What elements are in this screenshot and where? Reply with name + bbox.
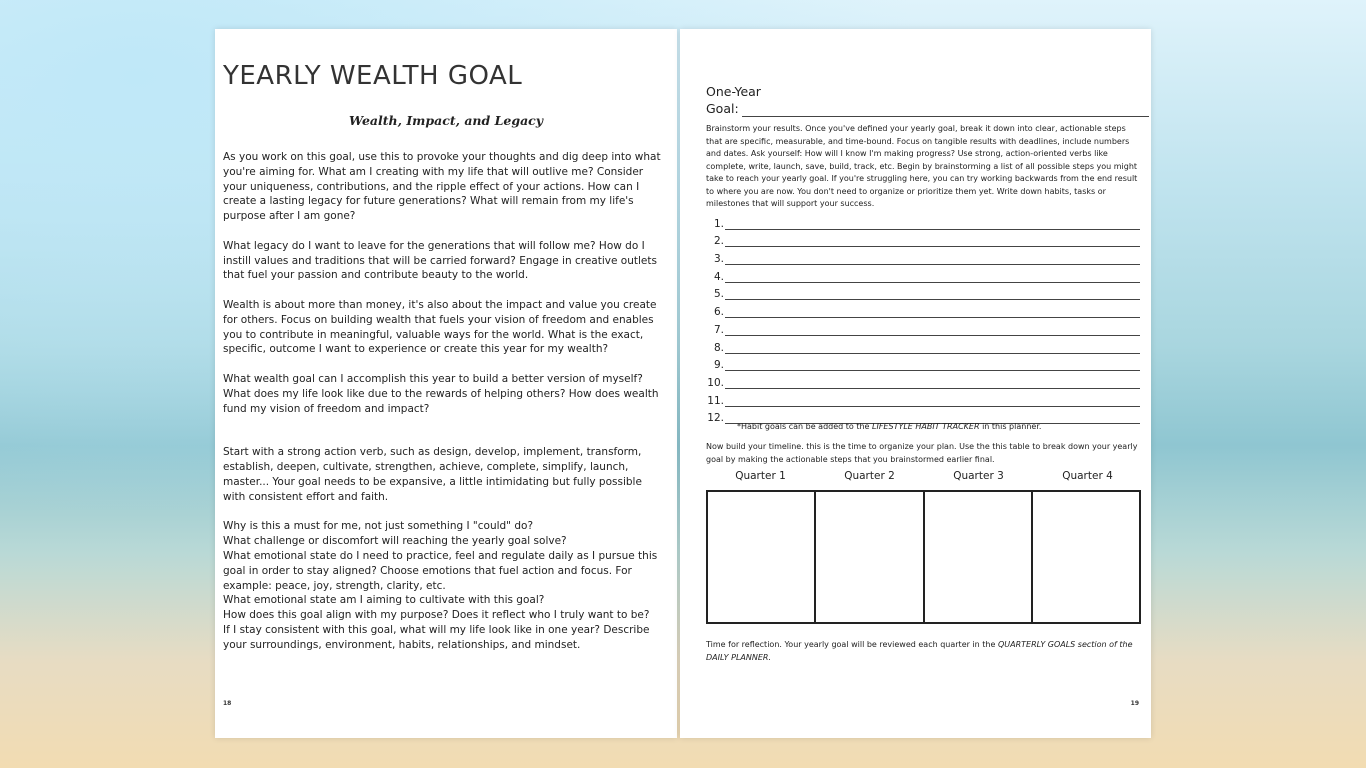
step-line[interactable] — [725, 341, 1140, 354]
goal-heading — [706, 83, 1149, 117]
step-number: 12. — [707, 412, 724, 425]
step-line[interactable] — [725, 234, 1140, 247]
step-number: 11. — [707, 394, 724, 407]
goal-input-line[interactable] — [742, 103, 1149, 117]
step-number: 7. — [713, 323, 724, 336]
quarter-header: Quarter 1 — [735, 470, 786, 482]
quarter-cell[interactable] — [1033, 492, 1139, 622]
step-row — [706, 318, 1140, 336]
question-item: How does this goal align with my purpose? Does it reflect who I truly want to be? — [223, 609, 650, 622]
quarter-cell[interactable] — [925, 492, 1033, 622]
quarter-cell[interactable] — [708, 492, 816, 622]
body-text — [223, 150, 663, 653]
page-number: 18 — [223, 700, 232, 707]
quarter-header: Quarter 2 — [844, 470, 895, 482]
habit-note: *Habit goals can be added to the LIFESTYLE HABIT TRACKER in this planner. — [737, 422, 1042, 431]
page-number: 19 — [1130, 700, 1139, 707]
step-line[interactable] — [725, 270, 1140, 283]
step-number: 8. — [713, 341, 724, 354]
step-line[interactable] — [725, 217, 1140, 230]
step-number: 10. — [707, 376, 724, 389]
step-row — [706, 212, 1140, 230]
goal-label: Goal: — [706, 101, 739, 116]
question-list — [223, 519, 663, 652]
paragraph: What legacy do I want to leave for the generations that will follow me? How do I instill values and traditions that will be carried forward? Engage in creative outlets that fuel your passion and contribute beauty to the world. — [223, 239, 657, 282]
step-number: 5. — [713, 288, 724, 301]
step-line[interactable] — [725, 305, 1140, 318]
page-title: YEARLY WEALTH GOAL — [223, 61, 523, 91]
step-line[interactable] — [725, 252, 1140, 265]
quarter-table — [706, 490, 1141, 624]
step-number: 3. — [713, 253, 724, 266]
step-line[interactable] — [725, 394, 1140, 407]
step-row — [706, 354, 1140, 372]
step-line[interactable] — [725, 376, 1140, 389]
step-row — [706, 336, 1140, 354]
paragraph: Wealth is about more than money, it's also about the impact and value you create for others. Focus on building wealth that fuels your vision of freedom and enables you to contribute in meaningful, valuable ways for the world. What is the exact, specific, outcome I want to experience or create this year for my wealth? — [223, 298, 657, 356]
page-subtitle: Wealth, Impact, and Legacy — [348, 113, 544, 128]
question-item: What emotional state am I aiming to cultivate with this goal? — [223, 594, 545, 607]
step-row — [706, 371, 1140, 389]
step-number: 9. — [713, 359, 724, 372]
step-row — [706, 300, 1140, 318]
quarter-cell[interactable] — [816, 492, 924, 622]
step-row — [706, 389, 1140, 407]
goal-label-line1: One-Year — [706, 84, 761, 99]
instructions-text: Brainstorm your results. Once you've defined your yearly goal, break it down into clear, actionable steps that are specific, measurable, and time-bound. Focus on tangible results with deadlines, include numbers and dates. Ask yourself: How will I know I'm making progress? Use strong, action-oriented verbs like complete, write, launch, save, build, track, etc. Begin by brainstorming a list of all possible steps you might take to reach your yearly goal. If you're struggling here, you can try working backwards from the end result to where you are now. You don't need to organize or prioritize them yet. Write down habits, tasks or milestones that will support your success. — [706, 124, 1138, 208]
step-line[interactable] — [725, 287, 1140, 300]
paragraph: What wealth goal can I accomplish this year to build a better version of myself? What does my life look like due to the rewards of helping others? How does wealth fund my vision of freedom and impact? — [223, 372, 659, 415]
question-item: What challenge or discomfort will reaching the yearly goal solve? — [223, 535, 567, 548]
question-item: Why is this a must for me, not just something I "could" do? — [223, 520, 534, 533]
left-page — [215, 29, 677, 738]
step-row — [706, 283, 1140, 301]
step-line[interactable] — [725, 323, 1140, 336]
timeline-note: Now build your timeline. this is the time to organize your plan. Use the this table to break down your yearly goal by making the actionable steps that you brainstormed earlier final. — [706, 442, 1138, 464]
paragraph: Start with a strong action verb, such as design, develop, implement, transform, establish, deepen, cultivate, strengthen, achieve, complete, simplify, launch, master... Your goal needs to be expansive, a little intimidating but fully possible with consistent effort and faith. — [223, 446, 642, 503]
step-row — [706, 265, 1140, 283]
step-number: 1. — [713, 217, 724, 230]
question-item: What emotional state do I need to practice, feel and regulate daily as I pursue this goal in order to stay aligned? Choose emotions that fuel action and focus. For example: peace, joy, strength, clarity, etc. — [223, 549, 658, 592]
step-number: 6. — [713, 306, 724, 319]
step-line[interactable] — [725, 358, 1140, 371]
quarter-headers — [706, 470, 1142, 482]
question-item: If I stay consistent with this goal, what will my life look like in one year? Describe your surroundings, environment, habits, relationships, and mindset. — [223, 623, 650, 651]
paragraph: As you work on this goal, use this to provoke your thoughts and dig deep into what you're aiming for. What am I creating with my life that will outlive me? Consider your uniqueness, contributions, and the ripple effect of your actions. How can I create a lasting legacy for future generations? What will remain from my life's purpose after I am gone? — [223, 151, 661, 223]
reflection-note: Time for reflection. Your yearly goal will be reviewed each quarter in the QUARTERLY GOALS section of the DAILY PLANNER. — [706, 640, 1133, 662]
step-row — [706, 247, 1140, 265]
step-row — [706, 230, 1140, 248]
right-page — [680, 29, 1151, 738]
step-number: 4. — [713, 270, 724, 283]
quarter-header: Quarter 4 — [1062, 470, 1113, 482]
step-number: 2. — [713, 235, 724, 248]
quarter-header: Quarter 3 — [953, 470, 1004, 482]
step-list — [706, 212, 1140, 424]
